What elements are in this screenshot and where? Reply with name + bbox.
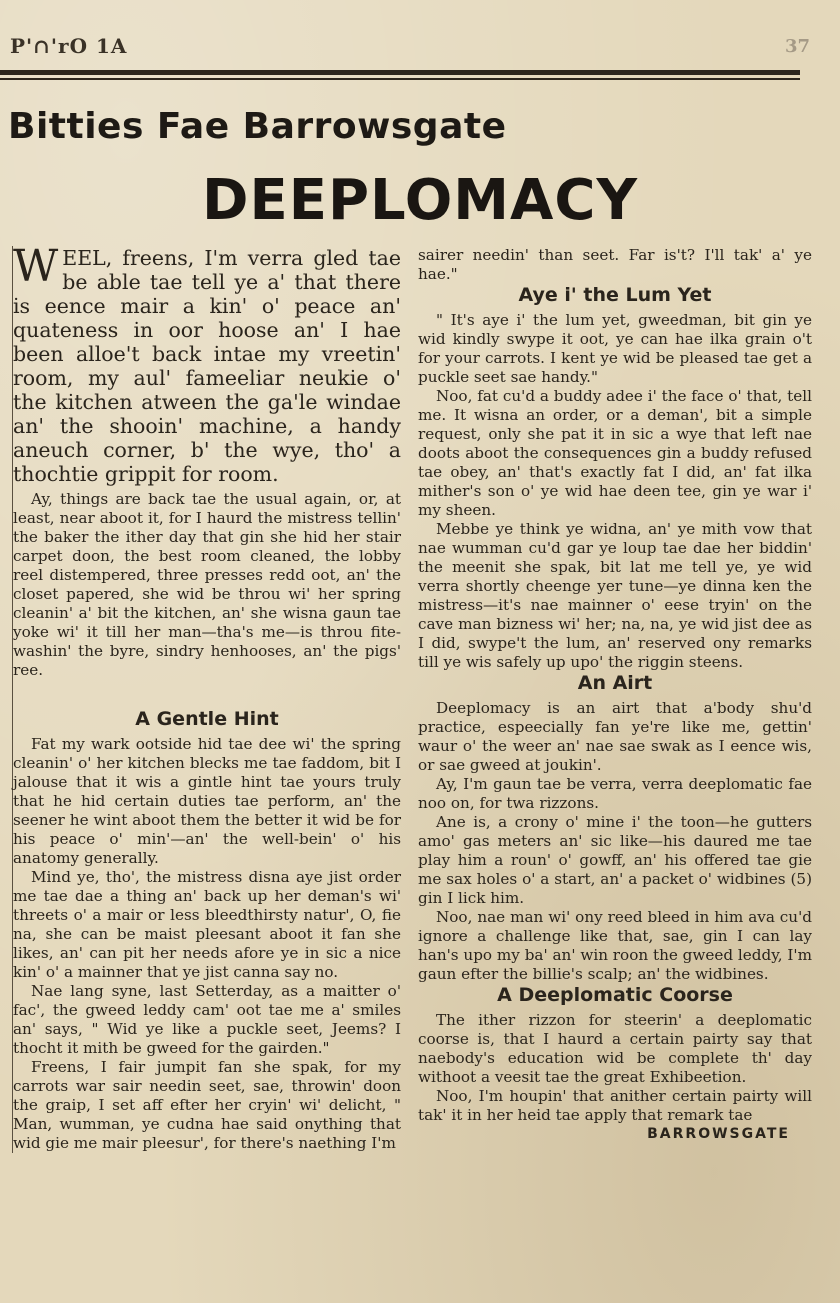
paragraph: sairer needin' than seet. Far is't? I'll tak' a' ye hae." (418, 246, 812, 283)
top-rule-thin (0, 78, 800, 80)
paragraph: Ane is, a crony o' mine i' the toon—he gutters amo' gas meters an' sic like—his daured me tae play him a roun' o' gowff, an' his offered tae gie me sax holes o' a start, an' a packet o' widbines (5) gin I lick him. (418, 813, 812, 907)
subheading: A Deeplomatic Coorse (497, 984, 733, 1006)
paragraph: Nae lang syne, last Setterday, as a maitter o' fac', the gweed leddy cam' oot tae me a' smiles an' says, " Wid ye like a puckle seet, Jeems? I thocht it mith be gweed for the gairden." (13, 982, 401, 1057)
paragraph: Noo, fat cu'd a buddy adee i' the face o' that, tell me. It wisna an order, or a deman', bit a simple request, only she pat it in sic a wye that left nae doots aboot the consequences gin a buddy refused tae obey, an' that's exactly fat I did, an' fat ilka mither's son o' ye wid hae deen tee, gin ye war i' my sheen. (418, 387, 812, 519)
paragraph: Noo, I'm houpin' that anither certain pairty will tak' it in her heid tae apply that remark tae (418, 1087, 812, 1124)
top-rule (0, 70, 800, 75)
masthead: P'∩'rO 1A (10, 34, 128, 58)
paragraph: Fat my wark ootside hid tae dee wi' the spring cleanin' o' her kitchen blecks me tae faddom, bit I jalouse that it wis a gintle hint tae yours truly that he hid certain duties tae perform, an' the seener he wint aboot them the better it wid be for his peace o' min'—an' the well-bein' o' his anatomy generally. (13, 735, 401, 867)
paragraph: Freens, I fair jumpit fan she spak, for my carrots war sair needin seet, sae, throwin' doon the graip, I set aff efter her cryin' wi' delicht, " Man, wumman, ye cudna hae said onything that wid gie me mair pleesur', for there's naething I'm (13, 1058, 401, 1152)
subheading: A Gentle Hint (135, 708, 279, 730)
paragraph: Mind ye, tho', the mistress disna aye jist order me tae dae a thing an' back up her deman's wi' threets o' a mair or less bleedthirsty natur', O, fie na, she can be maist pleesant aboot it fan she likes, an' can pit her needs afore ye in sic a nice kin' o' a mainner that ye jist canna say no. (13, 868, 401, 981)
paragraph: Ay, things are back tae the usual again, or, at least, near aboot it, for I haurd the mistress tellin' the baker the ither day that gin she hid her stair carpet doon, the best room cleaned, the lobby reel distempered, three presses redd oot, an' the closet papered, she wid be throu wi' her spring cleanin' a' bit the kitchen, an' she wisna gaun tae yoke wi' it till her man—tha's me—is throu fite-washin' the byre, sindry henhooses, an' the pigs' ree. (13, 490, 401, 679)
lead-text: EEL, freens, I'm verra gled tae be able tae tell ye a' that there is eence mair a kin' o' peace an' quateness in oor hoose an' I hae been alloe't back intae my vreetin' room, my aul' fameeliar neukie o' the kitchen atween the ga'le windae an' the shooin' machine, a handy aneuch corner, b' the wye, tho' a thochtie grippit for room. (13, 246, 401, 486)
paragraph: Noo, nae man wi' ony reed bleed in him ava cu'd ignore a challenge like that, sae, gin I can lay han's upo my ba' an' win roon the gweed leddy, I'm gaun efter the billie's scalp; an' the widbines. (418, 908, 812, 983)
page-number: 37 (784, 36, 810, 57)
subheading: An Airt (577, 672, 653, 694)
column-title: Bitties Fae Barrowsgate (8, 106, 507, 147)
lead-paragraph (13, 241, 401, 486)
right-column (418, 246, 812, 1144)
headline: DEEPLOMACY (201, 168, 639, 233)
left-column (12, 241, 401, 1153)
paragraph: The ither rizzon for steerin' a deeplomatic coorse is, that I haurd a certain pairty say that naebody's education wid be complete th' day withoot a veesit tae the great Exhibeetion. (418, 1011, 812, 1086)
paragraph: Deeplomacy is an airt that a'body shu'd practice, espeecially fan ye're like me, gettin' waur o' the weer an' nae sae swak as I eence wis, or sae gweed at joukin'. (418, 699, 812, 774)
paragraph: " It's aye i' the lum yet, gweedman, bit gin ye wid kindly swype it oot, ye can hae ilka grain o't for your carrots. I kent ye wid be pleased tae get a puckle seet sae handy." (418, 311, 812, 386)
signature: BARROWSGATE (647, 1126, 790, 1142)
drop-cap: W (13, 241, 59, 292)
paragraph: Mebbe ye think ye widna, an' ye mith vow that nae wumman cu'd gar ye loup tae dae her biddin' the meenit she spak, bit lat me tell ye, ye wid verra shortly cheenge yer tune—ye dinna ken the mistress—it's nae mainner o' eese tryin' on the cave man bizness wi' her; na, na, ye wid jist dee as I did, swype't the lum, an' reserved ony remarks till ye wis safely up upo' the riggin steens. (418, 520, 812, 671)
paragraph: Ay, I'm gaun tae be verra, verra deeplomatic fae noo on, for twa rizzons. (418, 775, 812, 812)
subheading: Aye i' the Lum Yet (518, 284, 712, 306)
